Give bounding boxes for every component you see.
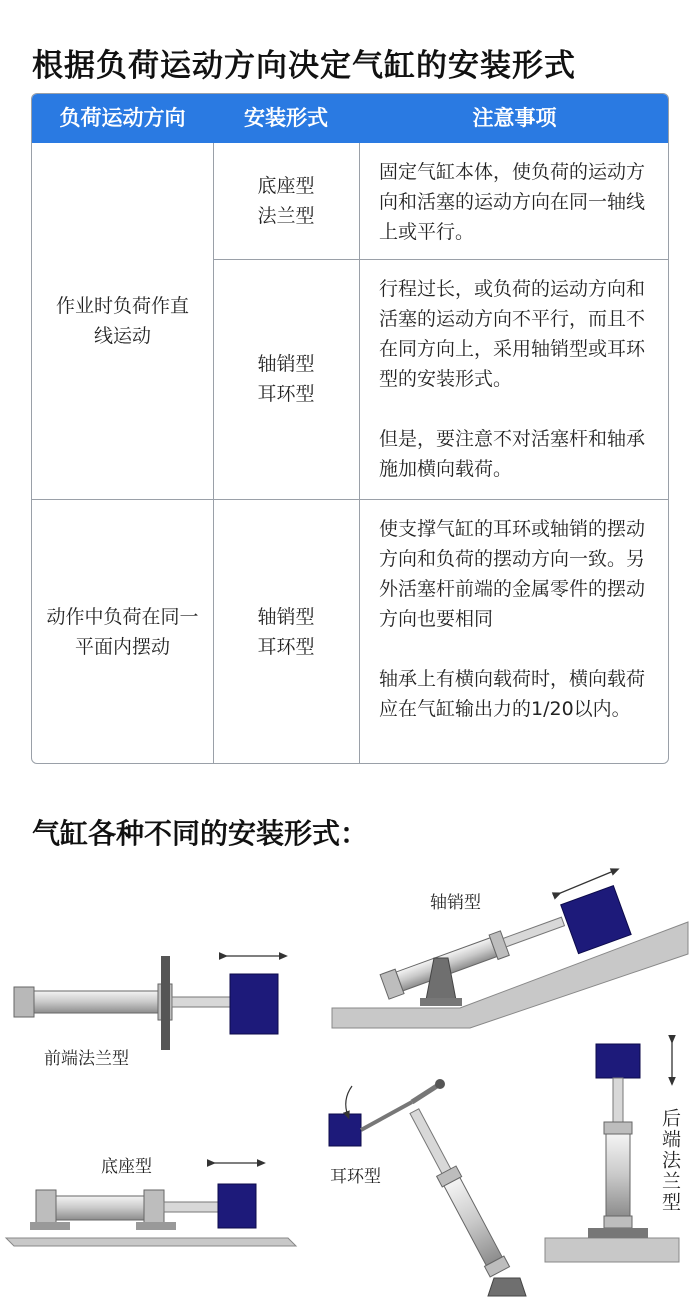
trunnion-cylinder [332, 870, 688, 1028]
direction-cell: 动作中负荷在同一平面内摆动 [46, 606, 199, 658]
form-cell: 轴销型 耳环型 [257, 606, 315, 658]
header-notes: 注意事项 [472, 106, 557, 130]
page-title: 根据负荷运动方向决定气缸的安装形式 [32, 48, 576, 84]
table-header [32, 94, 668, 143]
label-base: 底座型 [101, 1157, 152, 1177]
mounting-table [31, 93, 669, 764]
note-cell: 行程过长，或负荷的运动方向和活塞的运动方向不平行，而且不在同方向上，采用轴销型或耳环型的安装形式。 但是，要注意不对活塞杆和轴承施加横向载荷。 [379, 278, 646, 480]
mounting-illustrations [0, 850, 700, 1310]
clevis-cylinder [329, 1079, 526, 1296]
note-cell: 固定气缸本体，使负荷的运动方向和活塞的运动方向在同一轴线上或平行。 [379, 161, 646, 243]
label-trunnion: 轴销型 [430, 893, 481, 913]
label-clevis: 耳环型 [330, 1167, 381, 1187]
form-cell: 轴销型 耳环型 [257, 353, 315, 405]
section-title: 气缸各种不同的安装形式： [32, 817, 369, 850]
note-cell: 使支撑气缸的耳环或轴销的摆动方向和负荷的摆动方向一致。另外活塞杆前端的金属零件的摆动方向也要相同 轴承上有横向载荷时，横向载荷应在气缸输出力的1/20以内。 [379, 518, 646, 720]
header-form: 安装形式 [244, 106, 328, 130]
label-front-flange: 前端法兰型 [44, 1049, 129, 1069]
header-direction: 负荷运动方向 [59, 106, 186, 130]
front-flange-cylinder [14, 956, 284, 1050]
direction-cell: 作业时负荷作直线运动 [55, 295, 189, 347]
form-cell: 底座型 法兰型 [257, 175, 315, 227]
label-rear-flange: 后端法兰型 [659, 1108, 681, 1213]
